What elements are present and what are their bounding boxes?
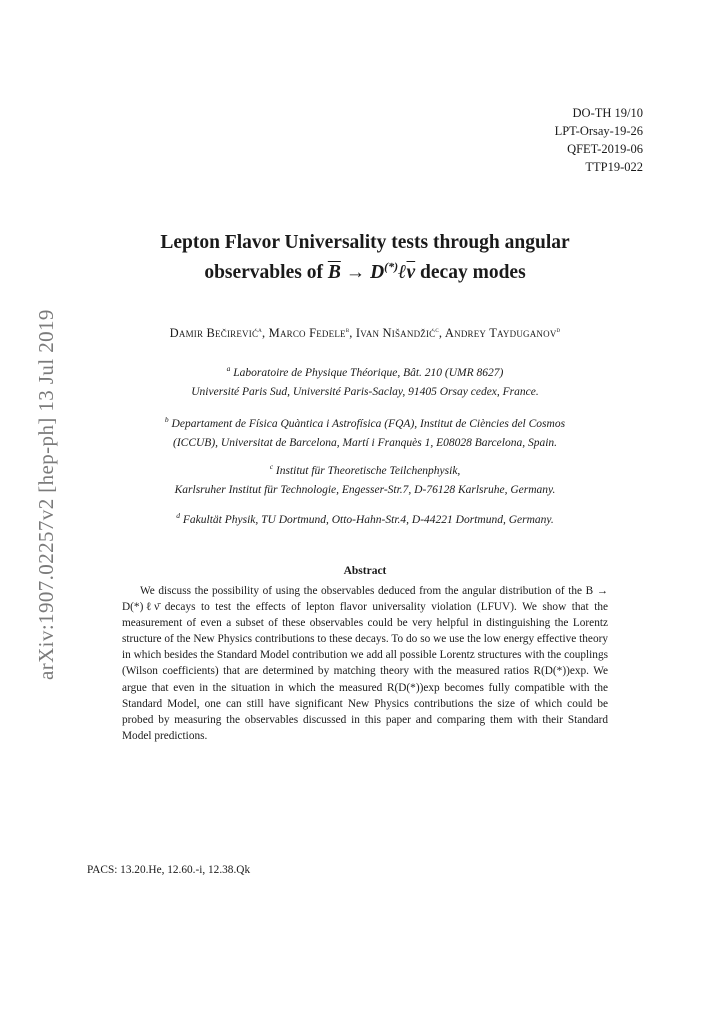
pacs-codes: PACS: 13.20.He, 12.60.-i, 12.38.Qk xyxy=(87,864,251,876)
title-line-1: Lepton Flavor Universality tests through angular xyxy=(160,232,570,253)
affiliation-mark: a xyxy=(258,324,262,334)
report-numbers xyxy=(555,104,643,176)
report-number: DO-TH 19/10 xyxy=(572,106,643,120)
report-number: QFET-2019-06 xyxy=(567,142,643,156)
abstract-text: We discuss the possibility of using the observables deduced from the angular distribution of the B → D(*)ℓν̄ decays to test the effects of lepton flavor universality violation (LFUV). We show that the measurement of even a subset of these observables could be very helpful in distinguishing the Lorentz structure of the New Physics contributions to these decays. To do so we use the low energy effective theory in which besides the Standard Model contribution we add all possible Lorentz structures with the couplings (Wilson coefficients) that are determined by matching theory with the measured ratios R(D(*))exp. We argue that even in the situation in which the measured R(D(*))exp becomes fully compatible with the Standard Model, one can still have significant New Physics contributions the size of which could be probed by measuring the observables discussed in this paper and comparing them with their Standard Model predictions. xyxy=(122,585,608,742)
affiliation-mark: c xyxy=(435,324,439,334)
title-line-2: observables of $\overline{B}$ → $D^{(*)}\ell\overline{\nu}$ decay modes xyxy=(204,259,526,283)
paper-title xyxy=(90,228,640,288)
affiliation-d: $^d$ Fakultät Physik, TU Dortmund, Otto-Hahn-Str.4, D-44221 Dortmund, Germany. xyxy=(176,511,554,526)
affiliation-c: $^c$ Institut für Theoretische Teilchenphysik, Karlsruher Institut für Technologie, Engesser-Str.7, D-76128 Karlsruhe, Germany. xyxy=(174,462,556,496)
abstract-heading: Abstract xyxy=(343,565,387,577)
author-name: Andrey Tayduganov xyxy=(444,326,557,340)
affiliation-a: $^a$ Laboratoire de Physique Théorique, Bât. 210 (UMR 8627) Université Paris Sud, Université Paris-Saclay, 91405 Orsay cedex, France. xyxy=(191,364,539,398)
report-number: TTP19-022 xyxy=(585,160,643,174)
affiliation-mark: d xyxy=(556,324,561,334)
author-name: Ivan Nišandžić xyxy=(355,326,436,340)
author-list: Damir Bečirević$^a$, Marco Fedele$^b$, Ivan Nišandžić$^c$, Andrey Tayduganov$^d$ xyxy=(169,324,561,340)
author-name: Marco Fedele xyxy=(268,326,346,340)
affiliation-mark: b xyxy=(345,324,350,334)
report-number: LPT-Orsay-19-26 xyxy=(554,124,643,138)
affiliation-b: $^b$ Departament de Física Quàntica i Astrofísica (FQA), Institut de Ciències del Cosmos (ICCUB), Universitat de Barcelona, Martí i Franquès 1, E08028 Barcelona, Spain. xyxy=(164,415,566,449)
arxiv-identifier: arXiv:1907.02257v2 [hep-ph] 13 Jul 2019 xyxy=(34,309,58,680)
author-name: Damir Bečirević xyxy=(169,326,259,340)
